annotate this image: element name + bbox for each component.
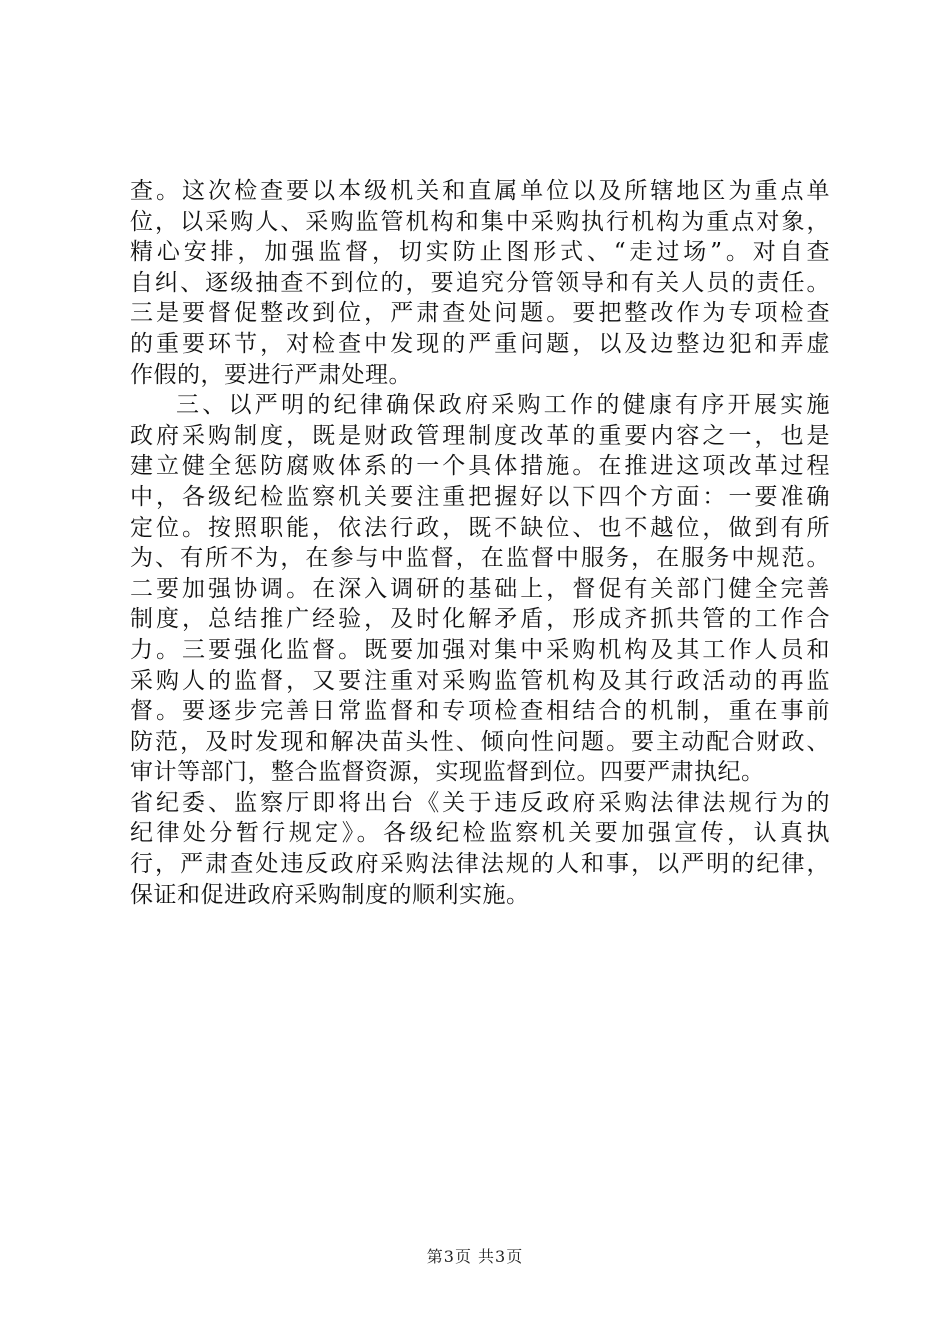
text-line: 建立健全惩防腐败体系的一个具体措施。在推进这项改革过程 — [130, 453, 830, 480]
page-footer — [0, 1244, 950, 1267]
text-line: 作假的，要进行严肃处理。 — [130, 361, 412, 388]
text-line: 查。这次检查要以本级机关和直属单位以及所辖地区为重点单 — [130, 178, 830, 204]
text-line: 采购人的监督，又要注重对采购监管机构及其行政活动的再监 — [130, 667, 830, 694]
section-heading-line: 三、以严明的纪律确保政府采购工作的健康有序开展实施 — [176, 392, 830, 419]
text-line: 审计等部门，整合监督资源，实现监督到位。四要严肃执纪。 — [130, 759, 765, 786]
text-line: 防范，及时发现和解决苗头性、倾向性问题。要主动配合财政、 — [130, 728, 830, 755]
text-line: 行，严肃查处违反政府采购法律法规的人和事，以严明的纪律， — [130, 851, 830, 878]
text-line: 纪律处分暂行规定》。各级纪检监察机关要加强宣传，认真执 — [130, 820, 830, 847]
text-line: 精心安排，加强监督，切实防止图形式、“走过场”。对自查 — [130, 239, 830, 266]
page-indicator: 第3页 共3页 — [426, 1247, 524, 1266]
body-text — [130, 176, 830, 910]
text-line: 制度，总结推广经验，及时化解矛盾，形成齐抓共管的工作合 — [130, 606, 830, 633]
text-line: 的重要环节，对检查中发现的严重问题，以及边整边犯和弄虚 — [130, 330, 830, 357]
text-line: 自纠、逐级抽查不到位的，要追究分管领导和有关人员的责任。 — [130, 269, 830, 296]
text-line: 三是要督促整改到位，严肃查处问题。要把整改作为专项检查 — [130, 300, 830, 327]
text-line: 政府采购制度，既是财政管理制度改革的重要内容之一，也是 — [130, 422, 830, 449]
text-line: 位，以采购人、采购监管机构和集中采购执行机构为重点对象， — [130, 208, 830, 235]
text-line: 中，各级纪检监察机关要注重把握好以下四个方面：一要准确 — [130, 483, 830, 510]
text-line: 定位。按照职能，依法行政，既不缺位、也不越位，做到有所 — [130, 514, 830, 541]
text-line: 督。要逐步完善日常监督和专项检查相结合的机制，重在事前 — [130, 698, 830, 725]
text-line: 力。三要强化监督。既要加强对集中采购机构及其工作人员和 — [130, 636, 830, 663]
text-line: 为、有所不为，在参与中监督，在监督中服务，在服务中规范。 — [130, 545, 830, 572]
text-line: 保证和促进政府采购制度的顺利实施。 — [130, 881, 530, 908]
text-line: 二要加强协调。在深入调研的基础上，督促有关部门健全完善 — [130, 575, 830, 602]
text-line: 省纪委、监察厅即将出台《关于违反政府采购法律法规行为的 — [130, 789, 830, 816]
